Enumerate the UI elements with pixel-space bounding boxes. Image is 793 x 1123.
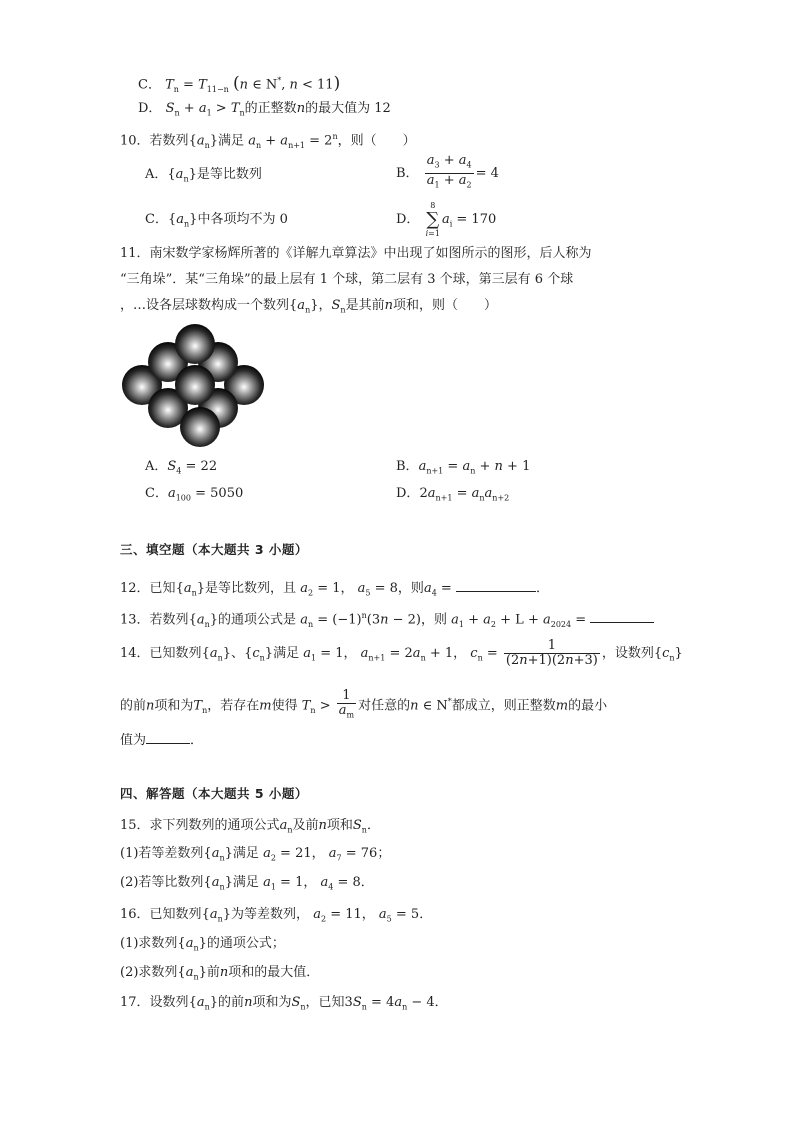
q11-option-c: C．$a_{100} = 5050$ <box>145 486 244 503</box>
q17-stem: 17．设数列$\{a_n\}$的前n项和为$S_n$，已知$3S_n = 4a_n - 4$． <box>120 995 448 1012</box>
q11-line3: ，…设各层球数构成一个数列$\{a_n\}$，$S_n$是其前n项和，则（ ） <box>120 298 497 315</box>
q14-line3: 值为 ． <box>120 733 204 748</box>
q9-option-d: D． $S_n + a_1 > T_n$的正整数n的最大值为 12 <box>138 101 391 118</box>
q14-line1: 14．已知数列$\{a_n\}$、$\{c_n\}$满足 $a_1 = 1$， $a_{n+1} = 2a_n + 1$， $c_n$ = $\frac{1}{(2n+1)(2n+3)}$ ，设数列$\{c_n\}$ <box>120 638 683 668</box>
fraction: $\frac{a_3 + a_4}{a_1 + a_2}$ <box>426 153 472 190</box>
q11-option-b: B．$a_{n+1} = a_n + n + 1$ <box>396 459 531 476</box>
q11-option-d: D．$2a_{n+1} = a_na_{n+2}$ <box>396 486 510 503</box>
q11-option-a: A．$S_4 = 22$ <box>145 459 218 476</box>
q11-line2: “三角垛”．某“三角垛”的最上层有 1 个球，第二层有 3 个球，第三层有 6 个球 <box>120 272 574 287</box>
q9-option-c: C． $T_n = T_{11-n}$ (n ∈ N*, n < 11) <box>138 73 341 94</box>
q15-stem: 15．求下列数列的通项公式$a_n$及前n项和$S_n$． <box>120 818 380 835</box>
q11-line1: 11．南宋数学家杨辉所著的《详解九章算法》中出现了如图所示的图形，后人称为 <box>120 246 592 261</box>
section-four-heading: 四、解答题（本大题共 5 小题） <box>120 786 308 801</box>
q15-part2: (2)若等比数列$\{a_n\}$满足 $a_1 = 1$， $a_4 = 8$． <box>120 875 374 892</box>
q10-option-a: A．$\{a_n\}$是等比数列 <box>145 167 262 184</box>
answer-blank[interactable] <box>456 579 536 592</box>
q10-stem: 10．若数列$\{a_n\}$满足 $a_n + a_{n+1} = 2^n$，则（ ） <box>120 132 416 150</box>
fraction: $\frac{1}{a_m}$ <box>338 688 355 720</box>
section-three-heading: 三、填空题（本大题共 3 小题） <box>120 542 308 557</box>
ball <box>175 365 215 405</box>
q12: 12．已知$\{a_n\}$是等比数列，且 $a_2 = 1$， $a_5 = 8$，则$a_4$ = ． <box>120 581 549 598</box>
q13: 13．若数列$\{a_n\}$的通项公式是 $a_n = (-1)^n(3n - 2)$，则 $a_1 + a_2 + L + a_{2024}$ = <box>120 607 654 634</box>
ball <box>180 407 220 447</box>
q16-stem: 16．已知数列$\{a_n\}$为等差数列， $a_2 = 11$， $a_5 = 5$． <box>120 907 433 924</box>
q16-part1: (1)求数列$\{a_n\}$的通项公式； <box>120 936 285 953</box>
q10-option-b: B． $\frac{a_3 + a_4}{a_1 + a_2}$ = 4 <box>396 154 499 194</box>
fraction: $\frac{1}{(2n+1)(2n+3)}$ <box>505 638 598 668</box>
triangular-pile-figure <box>118 322 278 452</box>
q10-option-c: C．$\{a_n\}$中各项均不为 0 <box>145 212 288 229</box>
ball <box>175 324 215 364</box>
sigma-symbol: 8 ∑ i=1 <box>425 200 440 238</box>
q10-option-d: D． 8 ∑ i=1 $a_i = 170$ <box>396 200 497 238</box>
answer-blank[interactable] <box>146 731 190 744</box>
q16-part2: (2)求数列$\{a_n\}$前n项和的最大值． <box>120 965 320 982</box>
q15-part1: (1)若等差数列$\{a_n\}$满足 $a_2 = 21$， $a_7 = 76$； <box>120 846 391 863</box>
q14-line2: 的前n项和为$T_n$，若存在m使得 $T_n$ > $\frac{1}{a_m}$ 对任意的n ∈ N*都成立，则正整数m的最小 <box>120 682 607 731</box>
answer-blank[interactable] <box>590 610 654 623</box>
